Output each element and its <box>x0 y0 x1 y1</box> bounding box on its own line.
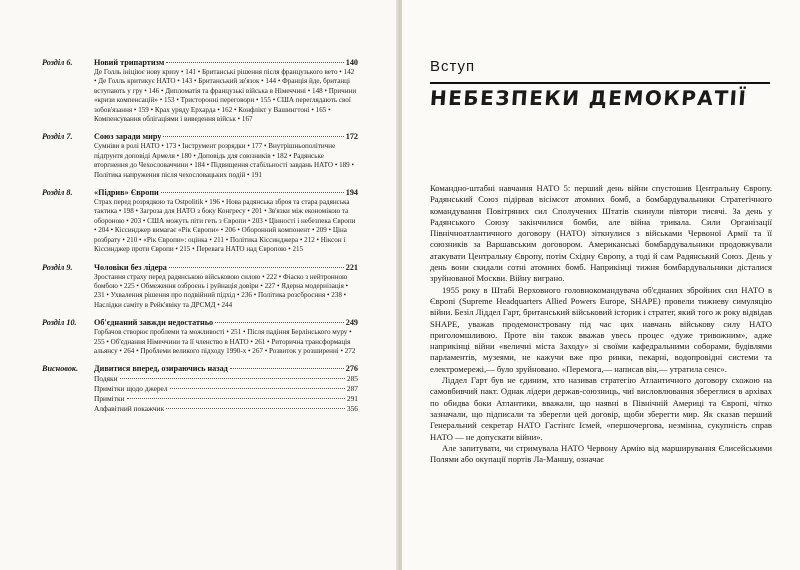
toc-part-label: Розділ 10. <box>42 318 77 328</box>
toc-leader-dots <box>163 136 343 137</box>
toc-part-label: Висновок. <box>42 364 79 374</box>
body-text <box>430 183 772 465</box>
toc-entry[interactable] <box>42 188 358 254</box>
toc-leader-dots <box>120 378 345 379</box>
toc-page-number: 276 <box>345 364 358 374</box>
toc-entry[interactable] <box>42 318 358 356</box>
toc-chapter-description: Страх перед розрядкою та Ostpolitik • 196 • Нова радянська зброя та стара радянська тактика • 198 • Загроза для НАТО з боку Конгресу • 201 • Зв'язки між економікою та обороною • 203 • США можуть піти геть з Європи • 203 • Цінності і небезпека Європи • 204 • Кіссинджер вимагає «Рік Європи» • 206 • Оборонний компонент • 209 • Ціна розбрату • 210 • «Рік Європи»: оцінка • 211 • Політика Кіссинджера • 212 • Ніксон і Кіссинджер проти Європи • 215 • Перевага НАТО над Європою • 215 <box>94 198 356 254</box>
toc-chapter-title: Новий трипартизм <box>94 58 165 67</box>
toc-sub-title: Примітки щодо джерел <box>94 384 168 394</box>
section-label: Вступ <box>430 58 476 75</box>
body-paragraph: Ліддел Гарт був не єдиним, хто називав стратегію Атлантичного договору схожою на самовбивчий пакт. Однак лідери держав-союзниць, чиї висловлювання збереглися в архівах по обидва боки Атлантики, вважали, що наявні в Північній Америці та Європі, чітко зазначали, що підписали та зберегли цей договір, щоби зберегти мир. Як сказав перший Генеральний секретар НАТО Гастінґс Ісмей, «першочергова, незмінна, сукупність справ НАТО — не допускати війни». <box>430 375 772 442</box>
toc-entry[interactable] <box>42 263 358 311</box>
toc-sub-item[interactable] <box>94 404 358 414</box>
toc-entry[interactable] <box>42 132 358 180</box>
toc-part-label: Розділ 9. <box>42 262 73 272</box>
toc-sub-item[interactable] <box>94 394 358 404</box>
toc-entry-conclusion[interactable] <box>42 364 358 413</box>
toc-chapter-title: Дивитися вперед, озираючись назад <box>94 364 228 374</box>
toc-page-number: 140 <box>345 58 358 67</box>
toc-leader-dots <box>170 388 345 389</box>
toc-sub-item[interactable] <box>94 384 358 394</box>
toc-chapter-title: «Підрив» Європи <box>94 188 159 198</box>
toc-chapter-description: Горбачов створює проблеми та можливості • 251 • Після падіння Берлінського муру • 255 • Об'єднання Німеччини та її членство в НАТО • 261 • Риторична трансформація альянсу • 264 • Проблеми великого підходу 1990-х • 267 • Розвиток у розширенні • 272 <box>94 328 356 355</box>
toc-sub-title: Алфавітний покажчик <box>94 403 165 413</box>
body-paragraph: Командно-штабні навчання НАТО 5: перший день війни спустошив Центральну Європу. Радянський Союз підірвав вісімсот атомних бомб, а бомбардувальники Стратегічного командування Повітряних сил Сполучених Штатів скинули півтори тисячі. За день у Радянського Союзу закінчилися бомби, але війна тривала. Сили Організації Північноатлантичного договору (НАТО) зіткнулися з військами Червоної Армії та її союзників за Варшавським договором. Американські бомбардувальники продовжували атакувати Центральну Європу, потім Східну Європу, а тоді й сам Радянський Союз. День у день вони скидали сотні атомних бомб. Наприкінці тижня бомбардувальники дісталися зруйнованої Москви. Війну виграно. <box>430 183 772 284</box>
toc-sub-item[interactable] <box>94 374 358 384</box>
toc-chapter-description: Де Голль ініціює нову кризу • 141 • Британські рішення після французького вето • 142 • Де Голль критикує НАТО • 143 • Британський зв'язок • 144 • Франція йде, британці вступають у гру • 146 • Дипломатія та французькі війська в Німеччині • 148 • Причини «кризи компенсацій» • 153 • Тристоронні переговори • 155 • США переглядають свої зобов'язання • 159 • Крах уряду Ерхарда • 162 • Конфлікт у Вашингтоні • 165 • Компенсування облігаціями і виведення військ • 167 <box>94 68 357 124</box>
toc-leader-dots <box>166 62 343 63</box>
toc-entry[interactable] <box>42 58 358 124</box>
toc-chapter-title: Чоловіки без лідера <box>94 262 167 272</box>
toc-leader-dots <box>161 192 344 193</box>
toc-part-label: Розділ 6. <box>42 58 73 67</box>
toc-chapter-description: Зростання страху перед радянською військовою силою • 222 • Фіаско з нейтронною бомбою • 225 • Обмеження озброєнь і руйнація довіри • 227 • Ядерна модернізація • 231 • Ухвалення рішення про подвійний підхід • 236 • Політика розсбросння • 238 • Наслідки саміту в Рейк'явіку та ДРСМД • 244 <box>94 272 349 309</box>
chapter-title: НЕБЕЗПЕКИ ДЕМОКРАТІЇ <box>429 86 749 110</box>
toc-leader-dots <box>169 267 344 268</box>
toc-page-number: 194 <box>345 188 358 198</box>
toc-sub-title: Подяки <box>94 374 118 384</box>
toc-leader-dots <box>230 368 344 369</box>
toc-part-label: Розділ 8. <box>42 188 73 198</box>
toc-part-label: Розділ 7. <box>42 132 73 142</box>
toc-page-number: 172 <box>345 132 358 142</box>
toc-page-number: 291 <box>346 393 358 403</box>
toc-page-number: 356 <box>346 403 358 413</box>
title-rule <box>430 82 770 84</box>
toc-page-number: 285 <box>346 374 358 384</box>
toc-leader-dots <box>215 322 344 323</box>
toc-page-number: 287 <box>346 384 358 394</box>
toc-page-number: 249 <box>345 318 358 328</box>
toc-page-number: 221 <box>345 262 358 272</box>
toc-leader-dots <box>127 398 345 399</box>
toc-leader-dots <box>166 408 345 409</box>
body-paragraph: 1955 року в Штабі Верховного головнокомандувача об'єднаних збройних сил НАТО в Європі (Supreme Headquarters Allied Powers Europe, SHAPE) провели тижневу симуляцію війни. Безіл Ліддел Гарт, британський військовий історик і стратег, який того ж року відвідав SHAPE, уважав продемонстровану під час цих навчань військову силу НАТО приголомшливою. Проте він також вважав увесь процес «дуже тривожним», адже наприкінці війни «величні міста Заходу» зі своїми кафедральними соборами, будівлями парламентів, музеями, не кажучи вже про ринки, пекарні, водопровідні системи та електромережі,— було зруйновано. «Перемога,— написав він,— утратила сенс». <box>430 284 772 374</box>
toc-sub-title: Примітки <box>94 393 125 403</box>
body-paragraph: Але запитувати, чи стримувала НАТО Червону Армію від марширування Єлисейськими Полями або окупації портів Ла-Маншу, означає <box>430 442 772 465</box>
toc-chapter-title: Об'єднаний завжди недостатньо <box>94 318 214 328</box>
toc-back-matter <box>94 374 358 413</box>
toc-chapter-title: Союз заради миру <box>94 132 162 142</box>
table-of-contents <box>42 58 358 422</box>
toc-chapter-description: Сумніви в ролі НАТО • 173 • Інструмент розрядки • 177 • Внутрішньополітичне підґрунтя доповіді Армеля • 180 • Доповідь для союзників • 182 • Радянське вторгнення до Чехословаччини • 184 • Підвищення стабільності завдань НАТО • 189 • Політика напруження після чехословацьких подій • 191 <box>94 142 354 179</box>
